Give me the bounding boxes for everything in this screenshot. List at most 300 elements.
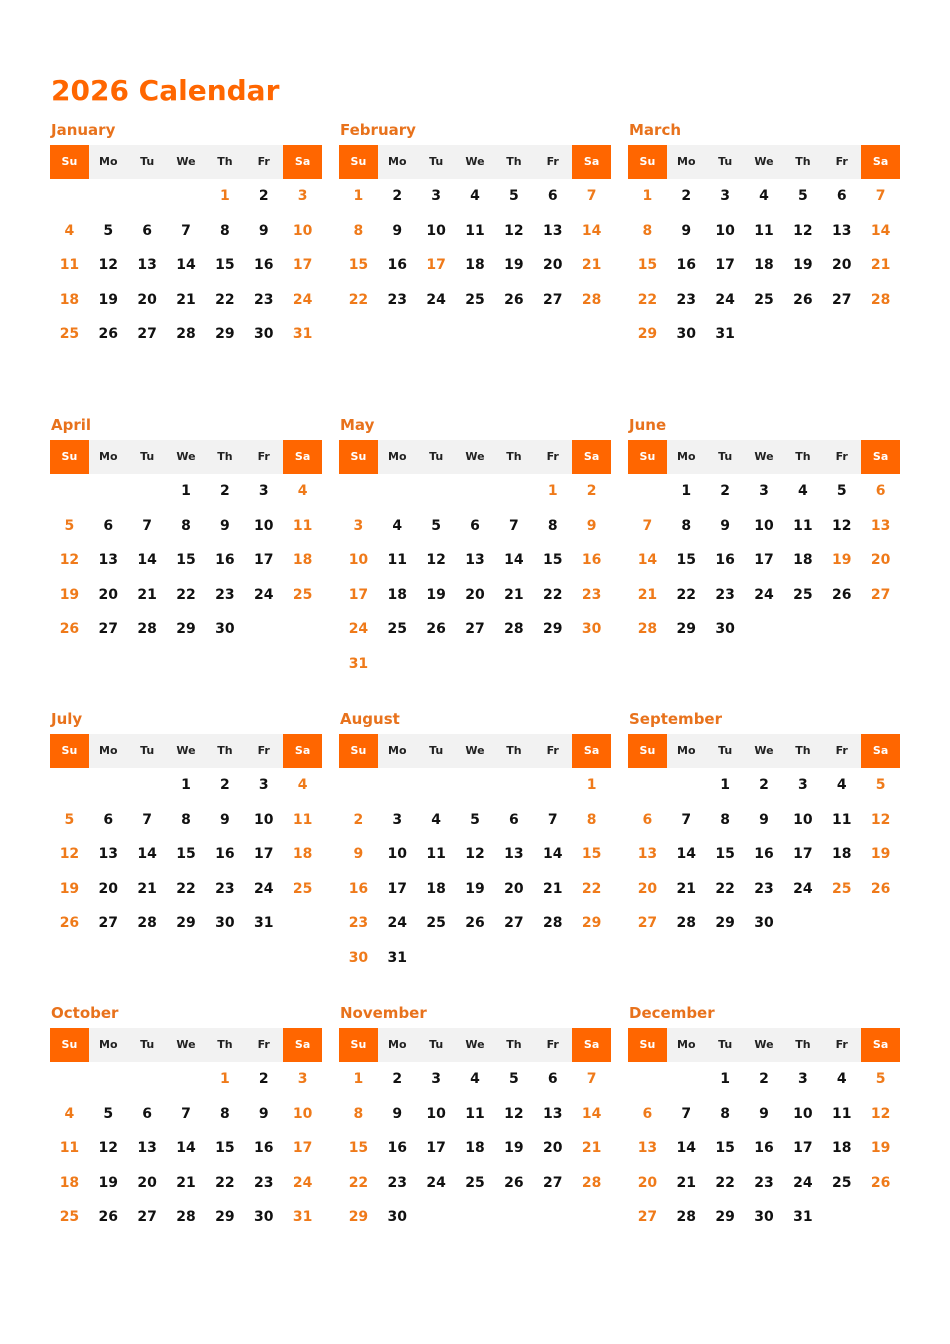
day-cell: 14 [676,1140,697,1156]
day-cell: 29 [676,621,697,637]
empty-day-cell [494,941,533,976]
weekday-header-mo: Mo [378,734,417,768]
month-name: December [629,1004,715,1022]
empty-day-cell [128,474,167,509]
day-cell: 14 [137,552,157,568]
week-row [628,768,900,803]
day-cell: 23 [215,586,235,603]
day-cell: 13 [504,846,524,862]
day-cell: 1 [720,1071,731,1087]
day-cell: 16 [253,257,274,273]
day-cell: 15 [176,552,196,568]
day-cell: 12 [831,517,852,534]
day-cell: 25 [831,1174,852,1191]
empty-day-cell [456,768,495,803]
week-row [339,283,611,318]
day-cell: 8 [720,811,731,828]
week-row [339,647,611,682]
weekday-header-th: Th [783,734,822,768]
day-cell: 24 [253,880,274,897]
day-cell: 11 [754,222,774,239]
weekday-header-tu: Tu [706,1028,745,1062]
day-cell: 22 [581,880,602,897]
day-cell: 14 [176,1140,196,1156]
day-cell: 29 [176,621,196,637]
day-cell: 19 [504,257,524,273]
day-cell: 29 [348,1209,369,1225]
day-cell: 1 [181,777,191,793]
day-cell: 22 [348,1174,369,1191]
day-cell: 18 [465,257,485,273]
week-row [628,543,900,578]
empty-day-cell [572,1200,611,1235]
day-cell: 5 [470,811,480,828]
weekday-header-row [628,734,900,768]
weekday-header-we: We [167,145,206,179]
weekday-header-su: Su [339,440,378,474]
empty-day-cell [244,612,283,647]
weekday-header-th: Th [494,1028,533,1062]
empty-day-cell [128,1062,167,1097]
day-cell: 20 [542,1140,563,1156]
weekday-header-row [628,145,900,179]
weekday-header-sa: Sa [283,734,322,768]
day-cell: 19 [870,846,891,862]
empty-day-cell [494,768,533,803]
day-cell: 30 [253,1209,274,1225]
day-cell: 10 [387,846,408,862]
weekday-header-fr: Fr [244,440,283,474]
empty-day-cell [456,474,495,509]
empty-day-cell [50,474,89,509]
day-cell: 18 [292,846,313,862]
day-cell: 15 [715,846,735,862]
day-cell: 14 [676,846,697,862]
weekday-header-mo: Mo [89,440,128,474]
weekday-header-th: Th [205,1028,244,1062]
day-cell: 30 [715,621,735,637]
empty-day-cell [378,474,417,509]
day-cell: 1 [547,483,558,499]
day-cell: 26 [426,621,446,637]
day-cell: 11 [387,552,408,568]
day-cell: 21 [542,880,563,897]
day-cell: 24 [348,621,369,637]
day-cell: 11 [59,1140,80,1156]
weekday-header-mo: Mo [378,440,417,474]
weekday-header-th: Th [205,145,244,179]
week-row [50,248,322,283]
day-cell: 3 [431,1071,442,1087]
week-row [339,179,611,214]
empty-day-cell [494,647,533,682]
month-january [50,119,322,352]
day-cell: 18 [387,586,408,603]
day-cell: 12 [504,1105,524,1122]
day-cell: 14 [870,222,891,239]
day-cell: 6 [470,517,480,534]
day-cell: 28 [581,291,602,308]
week-row [628,1200,900,1235]
day-cell: 29 [215,326,235,342]
weekday-header-we: We [745,440,784,474]
day-cell: 18 [465,1140,485,1156]
day-cell: 27 [137,326,157,342]
weekday-header-row [50,1028,322,1062]
day-cell: 8 [353,222,364,239]
weekday-header-tu: Tu [417,734,456,768]
day-cell: 7 [547,811,558,828]
day-cell: 25 [292,586,313,603]
week-row [628,179,900,214]
day-cell: 13 [542,222,563,239]
weekday-header-row [50,734,322,768]
day-cell: 28 [581,1174,602,1191]
day-cell: 24 [426,291,446,308]
day-cell: 30 [215,915,235,931]
empty-day-cell [628,1062,667,1097]
day-cell: 18 [292,552,313,568]
day-cell: 20 [98,586,119,603]
empty-day-cell [533,1200,572,1235]
day-cell: 7 [142,517,153,534]
day-cell: 11 [465,222,485,239]
day-cell: 18 [59,1174,80,1191]
day-cell: 14 [504,552,524,568]
week-row [50,179,322,214]
week-row [50,1062,322,1097]
empty-day-cell [50,1062,89,1097]
day-cell: 11 [292,517,313,534]
week-row [339,1131,611,1166]
month-name: March [629,121,682,139]
day-cell: 31 [793,1209,813,1225]
day-cell: 11 [465,1105,485,1122]
day-cell: 2 [353,811,364,828]
day-cell: 4 [759,188,769,204]
day-cell: 30 [253,326,274,342]
weekday-header-su: Su [50,145,89,179]
day-cell: 16 [215,846,235,862]
day-cell: 19 [98,291,119,308]
weekday-header-mo: Mo [89,145,128,179]
day-cell: 9 [720,517,731,534]
day-cell: 8 [181,811,191,828]
empty-day-cell [89,1062,128,1097]
weekday-header-su: Su [628,145,667,179]
empty-day-cell [667,1062,706,1097]
weekday-header-row [339,145,611,179]
weekday-header-mo: Mo [667,734,706,768]
empty-day-cell [50,179,89,214]
weekday-header-fr: Fr [244,1028,283,1062]
month-july [50,708,322,941]
day-cell: 21 [504,586,524,603]
day-cell: 19 [793,257,813,273]
week-row [628,509,900,544]
day-cell: 19 [59,586,80,603]
weekday-header-tu: Tu [706,145,745,179]
day-cell: 26 [59,621,80,637]
month-may [339,414,611,681]
day-cell: 9 [258,222,269,239]
week-row [339,578,611,613]
day-cell: 8 [353,1105,364,1122]
empty-day-cell [745,612,784,647]
day-cell: 1 [642,188,653,204]
day-cell: 22 [215,1174,235,1191]
day-cell: 27 [870,586,891,603]
month-name: June [629,416,667,434]
day-cell: 12 [465,846,485,862]
day-cell: 31 [715,326,735,342]
day-cell: 9 [681,222,692,239]
day-cell: 12 [504,222,524,239]
day-cell: 25 [465,291,485,308]
empty-day-cell [339,768,378,803]
day-cell: 14 [581,1105,602,1122]
day-cell: 26 [831,586,852,603]
day-cell: 10 [793,811,813,828]
day-cell: 3 [759,483,769,499]
empty-day-cell [339,474,378,509]
day-cell: 25 [754,291,774,308]
empty-day-cell [417,768,456,803]
day-cell: 17 [292,257,313,273]
week-row [50,803,322,838]
day-cell: 27 [98,621,119,637]
weekday-header-fr: Fr [533,1028,572,1062]
day-cell: 6 [642,811,653,828]
day-cell: 31 [292,326,313,342]
day-cell: 6 [103,811,114,828]
weekday-header-row [628,440,900,474]
weekday-header-mo: Mo [89,1028,128,1062]
day-cell: 15 [348,257,369,273]
month-name: August [340,710,400,728]
day-cell: 12 [98,257,119,273]
day-cell: 7 [181,1105,191,1122]
empty-day-cell [283,906,322,941]
week-row [50,543,322,578]
day-cell: 21 [137,880,157,897]
day-cell: 7 [586,1071,597,1087]
empty-day-cell [628,768,667,803]
day-cell: 11 [831,1105,852,1122]
day-cell: 4 [470,1071,480,1087]
week-row [339,214,611,249]
day-cell: 15 [542,552,563,568]
day-cell: 2 [586,483,597,499]
day-cell: 3 [797,1071,808,1087]
weekday-header-th: Th [494,145,533,179]
day-cell: 11 [831,811,852,828]
day-cell: 2 [219,777,230,793]
week-row [628,214,900,249]
day-cell: 25 [465,1174,485,1191]
weekday-header-fr: Fr [822,1028,861,1062]
day-cell: 28 [637,621,658,637]
day-cell: 23 [676,291,697,308]
day-cell: 29 [637,326,658,342]
month-name: January [51,121,116,139]
day-cell: 7 [681,811,692,828]
week-row [339,803,611,838]
day-cell: 6 [547,188,558,204]
day-cell: 24 [793,1174,813,1191]
day-cell: 10 [292,1105,313,1122]
weekday-header-th: Th [494,440,533,474]
weekday-header-tu: Tu [417,1028,456,1062]
day-cell: 10 [793,1105,813,1122]
empty-day-cell [861,906,900,941]
day-cell: 18 [754,257,774,273]
day-cell: 9 [353,846,364,862]
day-cell: 14 [637,552,658,568]
day-cell: 8 [586,811,597,828]
day-cell: 16 [715,552,735,568]
week-row [50,837,322,872]
day-cell: 9 [759,1105,769,1122]
day-cell: 10 [426,222,446,239]
week-row [628,1166,900,1201]
day-cell: 20 [870,552,891,568]
day-cell: 22 [676,586,697,603]
day-cell: 7 [875,188,886,204]
day-cell: 15 [215,257,235,273]
day-cell: 5 [64,517,75,534]
day-cell: 3 [258,777,269,793]
weekday-header-sa: Sa [572,734,611,768]
day-cell: 2 [759,1071,769,1087]
empty-day-cell [533,647,572,682]
empty-day-cell [283,612,322,647]
day-cell: 9 [219,811,230,828]
weekday-header-su: Su [339,145,378,179]
day-cell: 15 [637,257,658,273]
day-cell: 14 [542,846,563,862]
day-cell: 2 [392,188,403,204]
weekday-header-sa: Sa [861,734,900,768]
empty-day-cell [783,317,822,352]
day-cell: 21 [676,1174,697,1191]
day-cell: 16 [676,257,697,273]
day-cell: 20 [504,880,524,897]
day-cell: 24 [387,915,408,931]
weekday-header-su: Su [339,1028,378,1062]
day-cell: 29 [581,915,602,931]
day-cell: 26 [98,326,119,342]
day-cell: 5 [103,1105,114,1122]
day-cell: 28 [870,291,891,308]
day-cell: 6 [508,811,519,828]
day-cell: 4 [64,222,75,239]
day-cell: 17 [715,257,735,273]
day-cell: 7 [142,811,153,828]
week-row [50,214,322,249]
weekday-header-fr: Fr [533,145,572,179]
weekday-header-mo: Mo [667,145,706,179]
empty-day-cell [378,768,417,803]
day-cell: 28 [137,621,157,637]
day-cell: 27 [98,915,119,931]
weekday-header-we: We [167,440,206,474]
day-cell: 19 [426,586,446,603]
day-cell: 17 [793,1140,813,1156]
day-cell: 18 [831,846,852,862]
weekday-header-we: We [167,734,206,768]
day-cell: 8 [720,1105,731,1122]
day-cell: 2 [392,1071,403,1087]
week-row [628,612,900,647]
day-cell: 15 [581,846,602,862]
empty-day-cell [417,647,456,682]
weekday-header-we: We [745,145,784,179]
day-cell: 19 [870,1140,891,1156]
week-row [339,872,611,907]
weekday-header-tu: Tu [128,734,167,768]
weekday-header-sa: Sa [283,145,322,179]
week-row [339,941,611,976]
month-november [339,1002,611,1235]
day-cell: 23 [715,586,735,603]
day-cell: 24 [754,586,774,603]
day-cell: 13 [137,257,157,273]
day-cell: 27 [542,291,563,308]
day-cell: 20 [98,880,119,897]
week-row [628,283,900,318]
empty-day-cell [533,941,572,976]
empty-day-cell [494,1200,533,1235]
weekday-header-row [339,440,611,474]
day-cell: 13 [137,1140,157,1156]
empty-day-cell [417,474,456,509]
day-cell: 17 [348,586,369,603]
day-cell: 27 [831,291,852,308]
day-cell: 30 [348,949,369,966]
weekday-header-th: Th [783,440,822,474]
empty-day-cell [822,612,861,647]
day-cell: 13 [637,1140,658,1156]
day-cell: 12 [59,846,80,862]
day-cell: 30 [754,915,774,931]
day-cell: 25 [387,621,408,637]
day-cell: 9 [392,222,403,239]
day-cell: 15 [176,846,196,862]
day-cell: 7 [181,222,191,239]
day-cell: 28 [676,1209,697,1225]
day-cell: 8 [547,517,558,534]
week-row [628,1062,900,1097]
empty-day-cell [572,647,611,682]
weekday-header-we: We [456,734,495,768]
week-row [50,906,322,941]
day-cell: 2 [219,483,230,499]
day-cell: 5 [875,777,886,793]
day-cell: 22 [348,291,369,308]
day-cell: 2 [759,777,769,793]
weekday-header-we: We [745,734,784,768]
day-cell: 1 [586,777,597,793]
day-cell: 28 [504,621,524,637]
empty-day-cell [572,941,611,976]
day-cell: 21 [581,1140,602,1156]
day-cell: 13 [98,846,119,862]
day-cell: 1 [219,1071,230,1087]
day-cell: 29 [715,915,735,931]
day-cell: 22 [637,291,658,308]
day-cell: 27 [637,1209,658,1225]
